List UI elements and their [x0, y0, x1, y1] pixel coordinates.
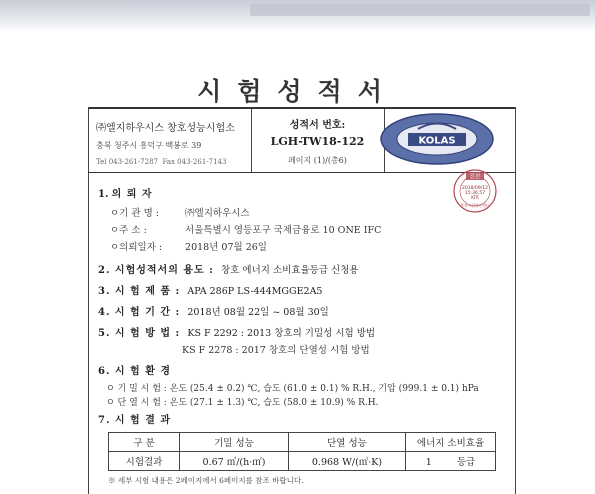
results-header-row [109, 433, 496, 452]
certificate-number-box [251, 109, 385, 172]
client-date-value: 2018년 07월 26일 [185, 242, 267, 253]
stamp-date: 2018/09/12 [462, 186, 488, 191]
kolas-logo-icon [378, 112, 496, 166]
client-org-value: ㈜엘지하우시스 [185, 208, 250, 219]
client-address-label: ㅇ주 소 : [110, 225, 147, 236]
document-title: 시험성적서 [197, 77, 398, 106]
product-heading: 3. 시 험 제 품 : [98, 286, 181, 297]
footnote: ※ 세부 시험 내용은 2페이지에서 6페이지를 참조 바랍니다. [108, 476, 304, 485]
environment-insulation: ㅇ 단 열 시 험 : 온도 (27.1 ± 1.3) ℃, 습도 (58.0 ± 10.9) % R.H. [106, 398, 379, 408]
stamp-org: 충북시험확인센터 [460, 203, 490, 208]
product-row [98, 282, 322, 297]
lab-name: ㈜엘지하우시스 창호성능시험소 [96, 123, 235, 134]
results-row-label: 시험결과 [109, 452, 180, 471]
results-grade-number: 1 [425, 457, 432, 468]
stamp-time: 15:36:57 [464, 191, 486, 196]
client-heading: 1. 의 뢰 자 [98, 189, 153, 200]
method-heading: 5. 시 험 방 법 : [98, 328, 181, 339]
lab-contact [96, 158, 226, 166]
environment-heading: 6. 시 험 환 경 [98, 366, 172, 377]
purpose-row [98, 261, 359, 276]
results-airtight-value: 0.67 ㎥/(h·㎡) [180, 452, 289, 471]
lab-address: 충북 청주시 흥덕구 백봉로 39 [96, 141, 202, 150]
client-address-row [110, 222, 381, 236]
results-header-efficiency: 에너지 소비효율 [406, 433, 496, 452]
results-data-row [109, 452, 496, 471]
results-efficiency-value [406, 452, 496, 471]
period-value: 2018년 08월 22일 ~ 08월 30일 [187, 307, 329, 318]
lab-fax: Fax 043-261-7143 [162, 158, 227, 166]
client-org-label: ㅇ기 관 명 : [110, 208, 159, 219]
period-row [98, 303, 329, 318]
authenticity-stamp [452, 168, 498, 214]
results-insulation-value: 0.968 W/(㎡·K) [289, 452, 406, 471]
stamp-label: 진본 [469, 173, 481, 181]
results-header-insulation: 단열 성능 [289, 433, 406, 452]
results-header-category: 구 분 [109, 433, 180, 452]
period-heading: 4. 시 험 기 간 : [98, 307, 181, 318]
method-row [98, 324, 375, 339]
lab-info [88, 109, 252, 172]
client-address-value: 서울특별시 영등포구 국제금융로 10 ONE IFC [185, 225, 382, 236]
client-org-row [110, 205, 250, 219]
method-line-2: KS F 2278 : 2017 창호의 단열성 시험 방법 [182, 345, 370, 356]
page-indicator: 페이지 (1)/(총6) [288, 156, 347, 165]
svg-text:KOLAS: KOLAS [418, 135, 456, 147]
results-heading: 7. 시 험 결 과 [98, 415, 172, 426]
results-header-airtight: 기밀 성능 [180, 433, 289, 452]
results-grade-unit: 등급 [456, 457, 476, 468]
certificate-number: LGH-TW18-122 [270, 135, 365, 148]
method-line-1: KS F 2292 : 2013 창호의 기밀성 시험 방법 [187, 328, 376, 339]
client-date-label: ㅇ의뢰일자 : [110, 242, 163, 253]
stamp-note: KTR [471, 195, 479, 200]
certificate-number-label: 성적서 번호: [289, 120, 346, 131]
scan-shadow [0, 0, 595, 32]
client-date-row [110, 239, 267, 253]
results-table [108, 432, 496, 471]
purpose-heading: 2. 시험성적서의 용도 : [98, 265, 214, 276]
purpose-value: 창호 에너지 소비효율등급 신청용 [221, 265, 359, 276]
environment-airtight: ㅇ 기 밀 시 험 : 온도 (25.4 ± 0.2) ℃, 습도 (61.0 ± 0.1) % R.H., 기압 (999.1 ± 0.1) hPa [106, 384, 479, 394]
lab-tel: Tel 043-261-7287 [96, 158, 158, 166]
product-value: APA 286P LS-444MGGE2A5 [187, 286, 323, 297]
